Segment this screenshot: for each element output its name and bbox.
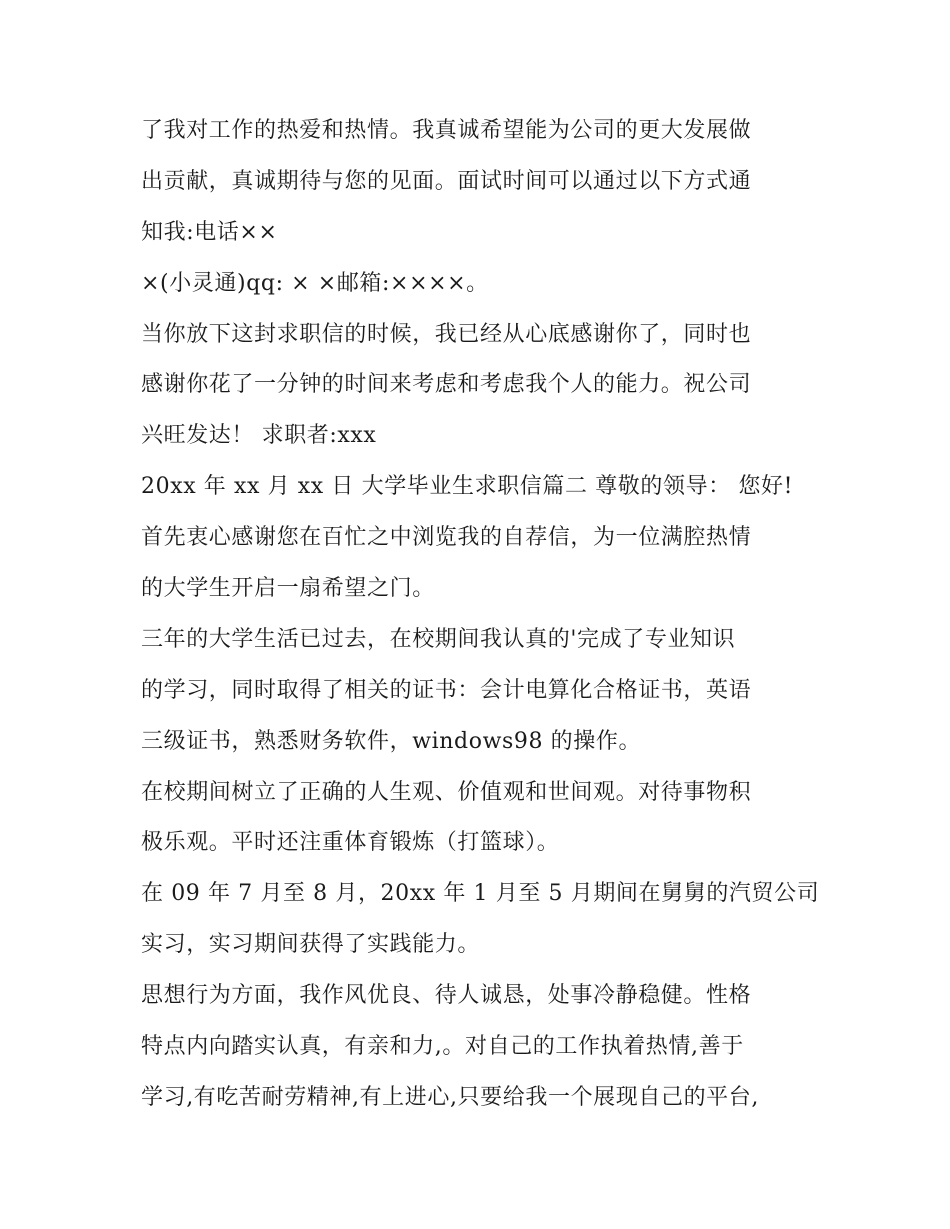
text-line: 当你放下这封求职信的时候，我已经从心底感谢你了，同时也 <box>141 321 752 347</box>
text-line: 了我对工作的热爱和热情。我真诚希望能为公司的更大发展做 <box>141 118 752 143</box>
text-line: 的学习，同时取得了相关的证书：会计电算化合格证书，英语 <box>141 677 752 703</box>
text-line: 出贡献，真诚期待与您的见面。面试时间可以通过以下方式通 <box>141 168 752 194</box>
text-line: 三年的大学生活已过去，在校期间我认真的'完成了专业知识 <box>141 626 736 652</box>
text-line: 极乐观。平时还注重体育锻炼（打篮球）。 <box>141 830 560 856</box>
text-line: 三级证书，熟悉财务软件，windows98 的操作。 <box>141 728 642 754</box>
document-body <box>141 106 821 1124</box>
text-line: 在校期间树立了正确的人生观、价值观和世间观。对待事物积 <box>141 779 752 805</box>
text-line: ×(小灵通)qq: × ×邮箱:××××。 <box>141 270 489 296</box>
text-line: 思想行为方面，我作风优良、待人诚恳，处事冷静稳健。性格 <box>141 983 752 1009</box>
text-line: 在 09 年 7 月至 8 月，20xx 年 1 月至 5 月期间在舅舅的汽贸公司 <box>141 881 820 907</box>
text-line: 20xx 年 xx 月 xx 日 大学毕业生求职信篇二 尊敬的领导： 您好! <box>141 474 794 500</box>
text-line: 实习，实习期间获得了实践能力。 <box>141 932 481 958</box>
text-line: 知我:电话×× <box>141 219 278 245</box>
text-line: 首先衷心感谢您在百忙之中浏览我的自荐信，为一位满腔热情 <box>141 525 752 551</box>
text-line: 特点内向踏实认真，有亲和力,。对自己的工作执着热情,善于 <box>141 1034 744 1060</box>
text-line: 学习,有吃苦耐劳精神,有上进心,只要给我一个展现自己的平台, <box>141 1084 759 1110</box>
text-line: 的大学生开启一扇希望之门。 <box>141 576 435 602</box>
text-line: 兴旺发达！ 求职者:xxx <box>141 423 377 449</box>
text-line: 感谢你花了一分钟的时间来考虑和考虑我个人的能力。祝公司 <box>141 372 752 398</box>
